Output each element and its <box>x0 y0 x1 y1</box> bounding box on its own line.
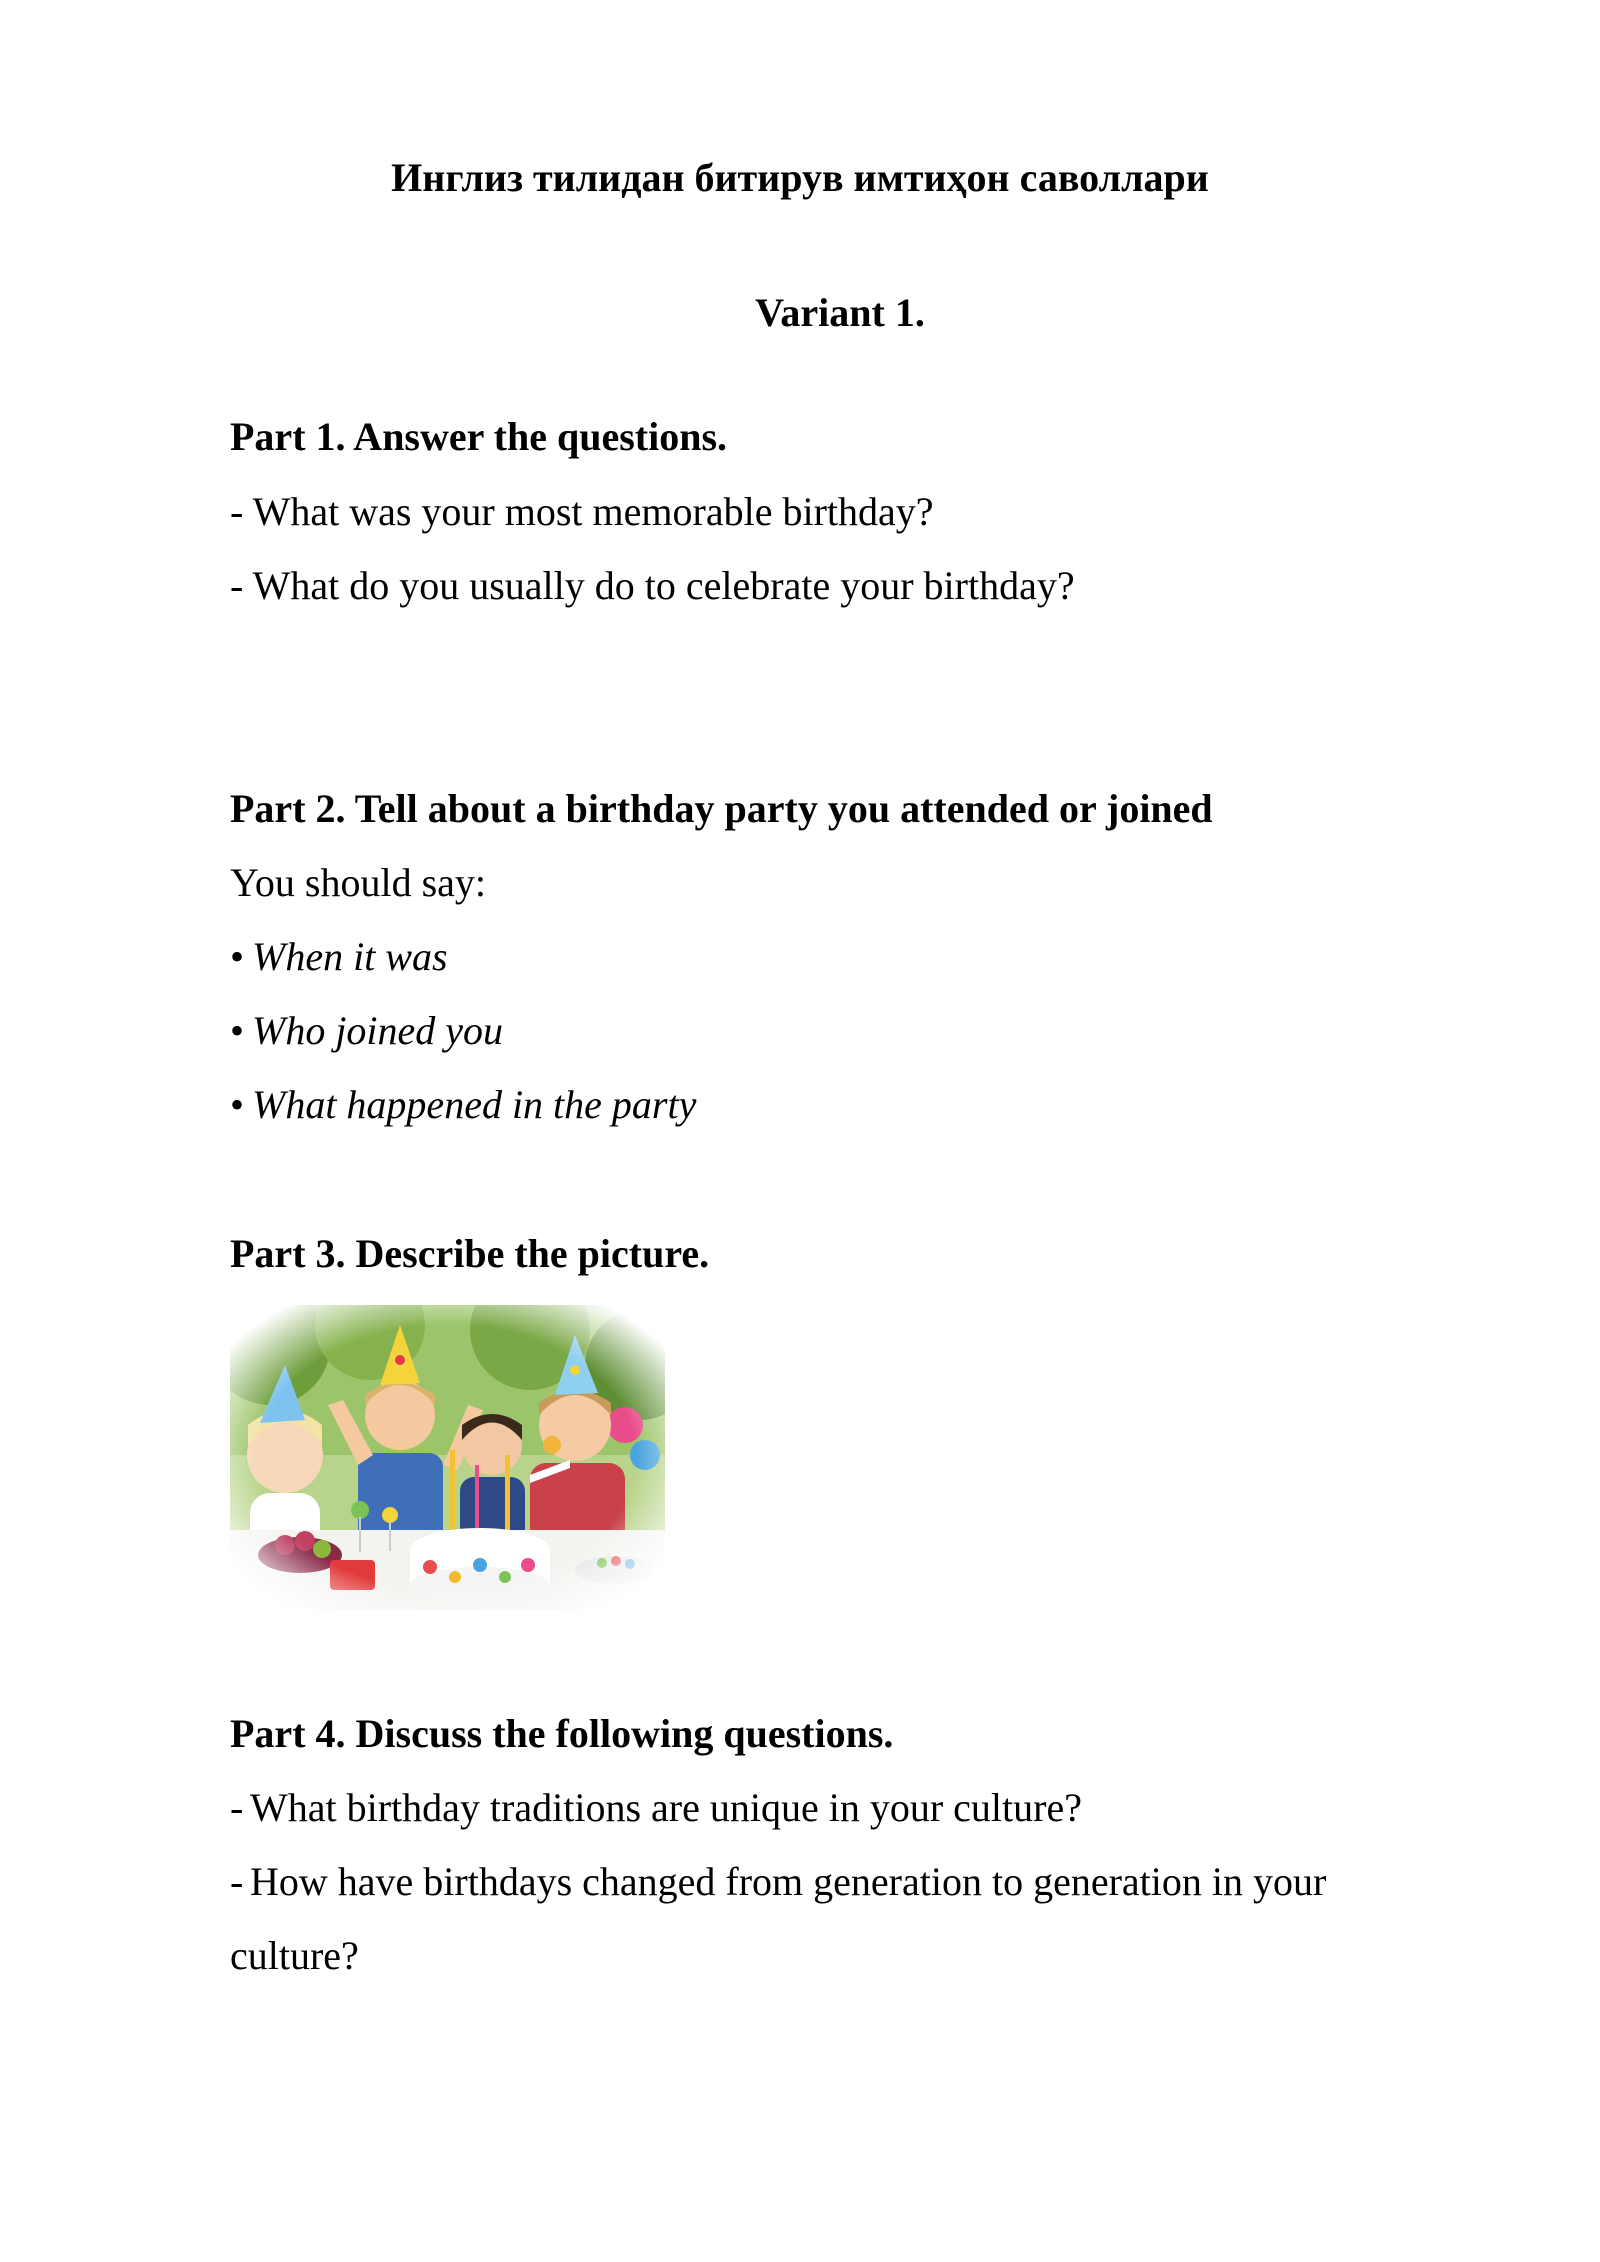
part4-question-text: How have birthdays changed from generation to generation in your <box>250 1859 1327 1904</box>
dash-marker: - <box>230 1785 244 1830</box>
part4-question-1 <box>230 1783 1082 1833</box>
part4-question-2 <box>230 1857 1326 1907</box>
bullet-icon: • <box>230 1082 245 1127</box>
part2-bullet-text: What happened in the party <box>252 1082 697 1127</box>
part2-bullet-text: Who joined you <box>252 1008 504 1053</box>
part1-heading: Part 1. Answer the questions. <box>230 414 728 459</box>
document-title: Инглиз тилидан битирув имтиҳон саволлари <box>391 155 1209 200</box>
bullet-icon: • <box>230 934 245 979</box>
part1-question-1: - What was your most memorable birthday? <box>230 489 934 534</box>
part4-heading: Part 4. Discuss the following questions. <box>230 1711 894 1756</box>
part2-bullet-text: When it was <box>252 934 448 979</box>
children-birthday-party-photo <box>230 1305 665 1610</box>
bullet-icon: • <box>230 1008 245 1053</box>
part2-intro: You should say: <box>230 860 486 905</box>
part3-heading: Part 3. Describe the picture. <box>230 1231 710 1276</box>
part2-bullet-item-1 <box>230 932 448 982</box>
part2-heading: Part 2. Tell about a birthday party you attended or joined <box>230 786 1213 831</box>
variant-heading: Variant 1. <box>755 290 925 335</box>
dash-marker: - <box>230 1859 244 1904</box>
part4-question-2-continued: culture? <box>230 1933 359 1978</box>
part2-bullet-item-3 <box>230 1080 696 1130</box>
part2-bullet-item-2 <box>230 1006 503 1056</box>
part4-question-text: What birthday traditions are unique in your culture? <box>250 1785 1082 1830</box>
part1-question-2: - What do you usually do to celebrate your birthday? <box>230 563 1075 608</box>
